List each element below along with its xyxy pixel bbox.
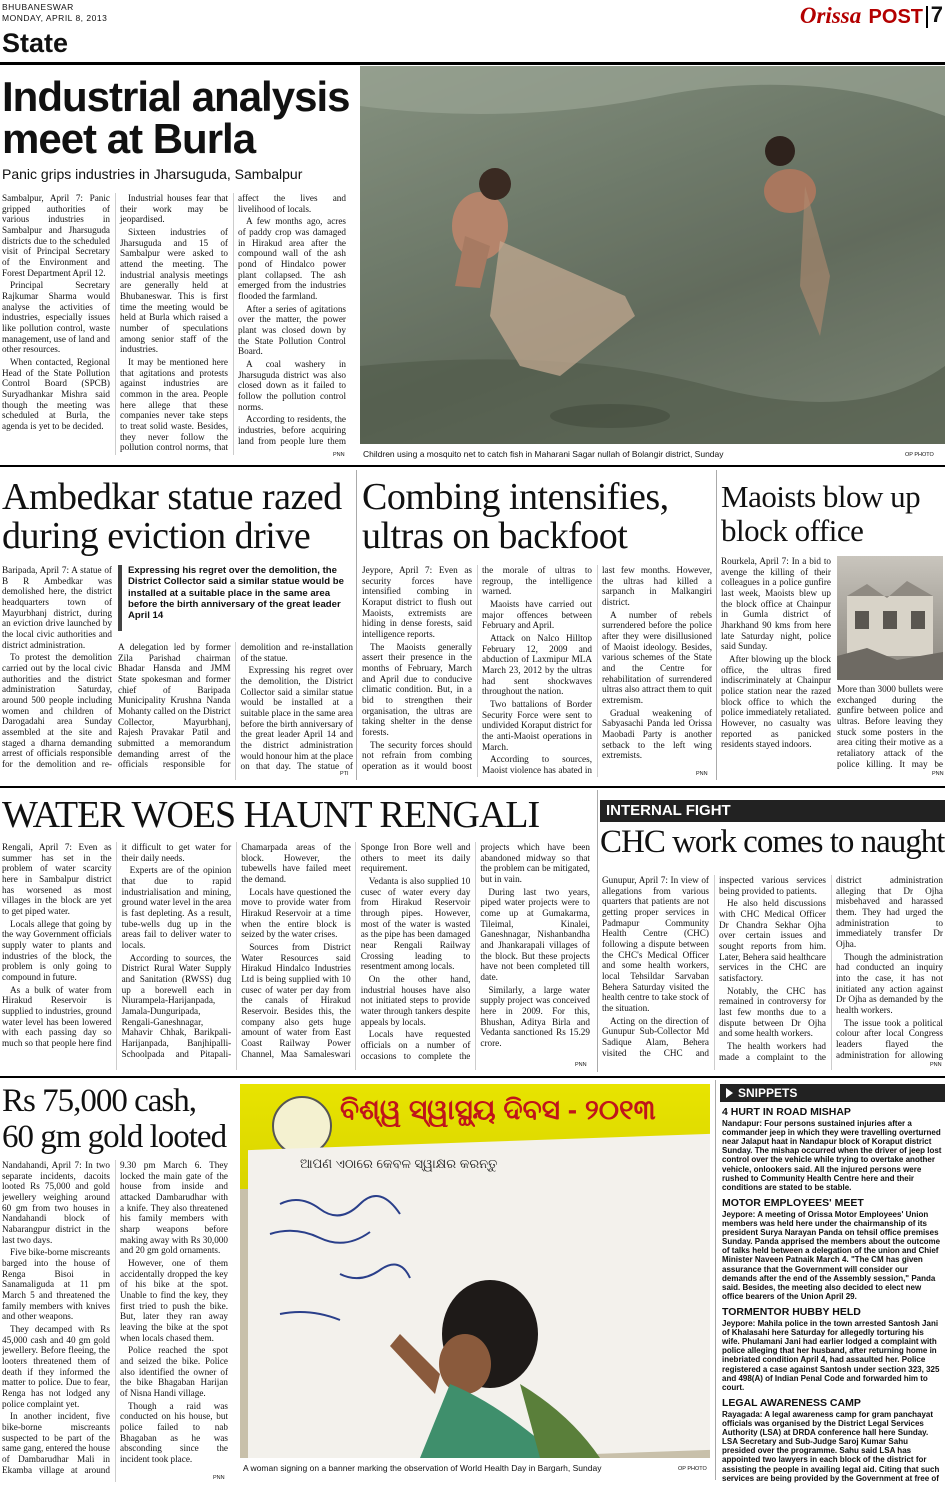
burla-p8: After a series of agitations over the matter, the power plant was closed down by the State Pollution Control Board. (238, 303, 346, 357)
chc-kicker: INTERNAL FIGHT (600, 800, 945, 822)
ambedkar-credit: PTI (340, 771, 349, 777)
combing-p4: Maoists have carried out major offences between February and April. (482, 599, 592, 631)
maoists-headline-line2: block office (721, 513, 864, 549)
ambedkar-p4: Expressing his regret over the demolition, the District Collector said a similar statue would be installed at a suitable place in the same area before the birth anniversary of the great leader April 14 and the district administration would honour him at the place on that day. The statue of (240, 665, 353, 772)
burla-p6: It may be mentioned here that agitations and protests against industries are common in the area. People here allege that these companies never take steps to treat solid waste. Besides, they never follow the pollution control norms, that affect the lives and livelihood of locals. (120, 193, 346, 453)
page-number: 7 (930, 2, 943, 27)
combing-headline-line1: Combing intensifies, (362, 478, 669, 518)
rengali-p10: Locals have requested officials on a number of occasions to complete the projects which have been abandoned midway so that the problem can be mitigated, but in vain. (360, 842, 590, 1061)
maoists-body-left (721, 556, 831, 780)
burla-p7: A few months ago, acres of paddy crop was damaged in Hirakud area after the compound wall of the ash pond of Hindalco power plant collapsed. The ash emerged from the industries flooded the farmland. (238, 216, 346, 302)
snippet-head: LEGAL AWARENESS CAMP (722, 1396, 861, 1409)
maoists-p1: Rourkela, April 7: In a bid to avenge the killing of their colleagues in a police gunfire last week, Maoists blew up the block office at Chainpur in Gumla district of Jharkhand 90 kms from here late Saturday night, police said Sunday. (721, 556, 831, 652)
cash-p1: Nandahandi, April 7: In two separate incidents, dacoits looted Rs 75,000 and gold jewellery weighing around 60 gm from two houses in Nandahandi block of Nabarangpur district in the last two days. (2, 1160, 110, 1245)
combing-headline (362, 478, 712, 556)
rengali-body (2, 842, 590, 1070)
burla-p9: A coal washery in Jharsuguda district was also closed down as it failed to follow the pollution control norms. (238, 359, 346, 412)
children-fishing-illustration (360, 66, 945, 444)
combing-p1: Jeypore, April 7: Even as security forces have intensified combing in Koraput district to flush out Maoists, extremists are hiding in dense forests, said intelligence reports. (362, 565, 472, 640)
banner-subtitle: ଆପଣ ଏଠାରେ କେବଳ ସ୍ୱାକ୍ଷର କରନ୍ତୁ (300, 1156, 498, 1171)
divider-row2 (0, 786, 945, 788)
cash-p5: However, one of them accidentally dropped the key of his bike at the spot. Unable to find the key, they first tried to push the bike. But, later they ran away leaving the bike at the spot when locals chased them. (120, 1258, 228, 1343)
block-office-illustration (837, 556, 943, 680)
snippet-item (722, 1106, 943, 1192)
ambedkar-headline-line2: during eviction drive (2, 514, 311, 556)
combing-p6: Two battalions of Border Security Force were sent to undivided Koraput district for the anti-Maoist operations in March. (482, 699, 592, 752)
photo1-caption: Children using a mosquito net to catch fish in Maharani Sagar nullah of Bolangir district, Sunday (363, 449, 724, 459)
snippet-item (722, 1397, 943, 1484)
rengali-p3: As a bulk of water from Hirakud Reservoir is supplied to industries, ground water level has been lowered with each passing day so much so that people here find it difficult to get water for their daily needs. (2, 842, 232, 1049)
divider-row1 (0, 465, 945, 467)
cash-headline-line1: Rs 75,000 cash, (2, 1084, 196, 1119)
signing-woman-illustration (240, 1084, 710, 1458)
ambedkar-p3: A delegation led by former Zila Parishad chairman Bhadar Hansda and JMM State spokesman and former chief of Baripada Municipality Krushna Nanda Mohanty called on the District Collector, Mayurbhanj, Rajesh Pravakar Patil and submitted a memorandum demanding arrest of the officials responsible for demolition and re-installation of the statue. (118, 642, 353, 770)
rengali-p2: Locals allege that going by the way Government officials supply water to plants and industries of the block, the problem is only going to compound in future. (2, 918, 112, 983)
chc-headline: CHC work comes to naught (600, 826, 945, 859)
burla-headline (2, 76, 354, 160)
divider-combing-maoists (716, 470, 717, 780)
chc-p7: The issue took a political colour after local Congress leaders flayed the administration for allowing (836, 1017, 943, 1060)
combing-p9: Gradual weakening of Sabyasachi Panda led Orissa Maobadi Party is another setback to the left wing extremists. (602, 707, 712, 761)
ambedkar-p2: To protest the demolition carried out by the local civic authorities and the district administration Saturday, around 500 people including women and children of Darogadahi area Sunday assembled at the site and staged a dharna demanding arrest of officials responsible for the demolition and re- (2, 652, 112, 770)
rengali-p7: Sources from District Water Resources said Hirakud Hindalco Industries Ltd is being supplied with 10 cusec of water per day from the canals of Hirakud Reservoir. Besides this, the company also gets huge amount of water from East Coast Railway Power Channel, Maa Samaleswari Sponge Iron Bore well and others to meet its daily requirement. (241, 842, 471, 1059)
cash-p3: They decamped with Rs 45,000 cash and 40 gm gold jewellery. Before fleeing, the looters threatened them of death if they informed the matter to police. Due to fear, Renga has not lodged any police complaint yet. (2, 1324, 110, 1409)
snippet-head: MOTOR EMPLOYEES' MEET (722, 1196, 864, 1209)
rengali-p8: Vedanta is also supplied 10 cusec of water every day from Hirakud Reservoir through pipes. However, most of the water is wasted as the pipe has been damaged near Rengali Railway Crossing leading to resentment among locals. (360, 876, 471, 972)
chc-credit: PNN (930, 1062, 942, 1068)
ambedkar-headline-line1: Ambedkar statue razed (2, 478, 342, 518)
rengali-p6: Locals have questioned the move to provide water from Hirakud Reservoir at a time when the entire block is seized by the water crises. (241, 886, 351, 940)
divider-ambedkar-combing (356, 470, 357, 780)
maoists-body-right (837, 684, 943, 780)
maoists-headline (721, 480, 943, 548)
burla-p1: Sambalpur, April 7: Panic gripped authorities of various industries in Sambalpur and Jharsuguda districts due to the scheduled visit of Principal Secretary of the Environment and Forest Department April 12. (2, 193, 110, 278)
maoists-credit: PNN (932, 771, 944, 777)
maoists-headline-line1: Maoists blow up (721, 480, 921, 514)
chc-p4: Notably, the CHC has remained in controversy for last few months due to a dispute between Dr Ojha and some health workers. (719, 985, 826, 1039)
burla-p3: When contacted, Regional Head of the State Pollution Control Board (SPCB) Suryadhankar Mishra said though the meeting was scheduled at Burla, the agenda is yet to be decided. (2, 357, 110, 432)
snippets-title: SNIPPETS (738, 1086, 798, 1100)
rengali-credit: PNN (575, 1062, 587, 1068)
combing-headline-line2: ultras on backfoot (362, 514, 628, 556)
masthead-separator (926, 6, 928, 28)
section-rule (0, 62, 945, 65)
snippet-head: TORMENTOR HUBBY HELD (722, 1305, 861, 1318)
combing-p8: A number of rebels surrendered before the police after they were disillusioned of Maoist ideology. Besides, various schemes of the State and the Centre for rehabilitation of surrendered ultras also attract them to quit extremism. (602, 609, 712, 706)
snippet-item (722, 1197, 943, 1301)
maoists-p3: More than 3000 bullets were exchanged during the gunfire between police and ultras. Before leaving they stuck some posters in the area citing their motive as a retaliatory attack of the police killing. It may be (837, 684, 943, 769)
combing-credit: PNN (696, 771, 708, 777)
snippets-list (722, 1106, 943, 1484)
children-fishing-photo (360, 66, 945, 444)
cash-headline-line2: 60 gm gold looted (2, 1118, 227, 1155)
ambedkar-p1: Baripada, April 7: A statue of B R Ambedkar was demolished here, the district headquarters town of Mayurbhanj district, during an eviction drive launched by the local civic authorities and district administration. (2, 565, 112, 650)
snippet-body: Rayagada: A legal awareness camp for gram panchayat officials was organised by the District Legal Services Authority (LSA) at DRDA conference hall here Sunday. LSA Secretary and Sub-Judge Saroj Kumar Sahu presided over the programme. Sahu said LSA has appointed two lawyers in each block of the district for assisting the people in availing legal aid. Citing that such services are being provided by the Government at free of (722, 1409, 940, 1483)
burla-p4: Industrial houses fear that their work may be jeopardised. (120, 193, 228, 225)
rengali-p1: Rengali, April 7: Even as summer has set in the problem of water scarcity here in Sambalpur district has worsened as most villages in the block are yet to get piped water. (2, 842, 112, 917)
snippet-item (722, 1306, 943, 1392)
cash-p6: Police reached the spot and seized the bike. Police also identified the owner of the bike Bhagaban Harijan of Nisna Handi village. (120, 1345, 228, 1399)
divider-rengali-chc (597, 790, 598, 1072)
masthead-city: BHUBANESWAR (2, 2, 74, 12)
burla-p10: According to residents, the industries, before acquiring land from people lure them (238, 414, 346, 446)
masthead-post: POST (868, 6, 923, 28)
combing-p3: The security forces should not refrain from combing operation as it would boost the morale of ultras to regroup, the intelligence warned. (362, 565, 592, 772)
ambedkar-headline (2, 478, 354, 556)
burla-body (2, 193, 346, 455)
banner-title: ବିଶ୍ୱ ସ୍ୱାସ୍ଥ୍ୟ ଦିବସ - ୨୦୧୩ (340, 1094, 656, 1125)
rengali-p11: During last two years, piped water projects were to come up at Gumakarma, Tileimal, Kinalei, Ganeshnagar, Nishanbandha and Jhankarapali villages of the block. But these projects have not been completed till date. (480, 886, 590, 983)
combing-p7: According to sources, Maoist violence has abated in last few months. However, the ultras had killed a sarpanch in Malkangiri district. (482, 565, 712, 776)
ambedkar-body-right (118, 642, 353, 780)
burla-p2: Principal Secretary Rajkumar Sharma would analyse the activities of industries, especially issues like pollution control, waste management, use of land and other resources. (2, 280, 110, 355)
burla-headline-line1: Industrial analysis (2, 76, 350, 120)
chc-p2: Acting on the direction of Gunupur Sub-Collector Md Sadique Alam, Behera visited the CHC and inspected various services being provided to patients. (602, 875, 826, 1058)
rengali-p5: According to sources, the District Rural Water Supply and Sanitation (RWSS) dug up a borewell each in Niurampela-Harijanpada, Jamala-Dunguripada, Rengali-Ganeshnagar, Mahavir Chhak, Barikpali-Harijanpada, Banjhipalli-Schoolpada and Pitapali-Chamarpada areas of the block. However, the tubewells have failed meet the demand. (121, 842, 351, 1059)
chc-p3: He also held discussions with CHC Medical Officer Dr Chandra Sekhar Ojha over certain issues and sought reports from him. Later, Behera said healthcare services in the CHC are satisfactory. (719, 898, 826, 984)
cash-p7: Though a raid was conducted on his house, but police failed to nab Bhagaban as he was absconding since the incident took place. (120, 1400, 228, 1465)
masthead-paper: Orissa (799, 3, 862, 28)
burla-p5: Sixteen industries of Jharsuguda and 15 of Sambalpur were asked to attend the meeting. The industrial analysis meetings are generally held at Bhubaneswar. This is first time the meeting would be held at Burla which raised a number of speculations among senior staff of the industries. (120, 227, 228, 355)
rengali-headline: WATER WOES HAUNT RENGALI (2, 796, 540, 834)
snippet-head: 4 HURT IN ROAD MISHAP (722, 1106, 851, 1118)
maoists-p2: After blowing up the block office, the ultras fired indiscriminately at Chainpur police station near the razed block office to which the police immediately retaliated. However, no casualty was reported as panicked residents stayed indoors. (721, 654, 831, 750)
snippets-arrow-icon (726, 1088, 733, 1098)
chc-body (602, 875, 943, 1070)
ambedkar-body-left (2, 565, 112, 780)
cash-headline (2, 1084, 234, 1155)
divider-row3 (0, 1076, 945, 1078)
burla-headline-line2: meet at Burla (2, 115, 256, 160)
rengali-p9: On the other hand, industrial houses have also not initiated steps to provide water through tankers despite appeals by locals. (360, 974, 471, 1027)
cash-p4: In another incident, five bike-borne miscreants suspected to be part of the same gang, entered the house of Dambarudhar Mali in Ekamba village at around 9.30 pm March 6. They locked the main gate of the house from inside and attacked Dambarudhar with a knife. They also threatened his family members with sharp weapons before making away with Rs 30,000 and 20 gm gold ornaments. (2, 1160, 228, 1475)
masthead-date: MONDAY, APRIL 8, 2013 (2, 13, 108, 23)
photo2-caption: A woman signing on a banner marking the observation of World Health Day in Bargarh, Sunday (243, 1463, 602, 1473)
cash-credit: PNN (213, 1475, 225, 1481)
world-health-day-photo (240, 1084, 710, 1458)
block-office-photo (837, 556, 943, 680)
combing-p5: Attack on Nalco Hilltop February 12, 2009 and abduction of Laxmipur MLA March 23, 2012 by the ultras had sent shockwaves throughout the nation. (482, 633, 592, 697)
chc-p5: The health workers had made a complaint to the district administration alleging that Dr Ojha misbehaved and harassed them. They had urged the administration to immediately transfer Dr Ojha. (719, 875, 943, 1062)
cash-body (2, 1160, 228, 1482)
photo2-credit: OP PHOTO (678, 1466, 707, 1472)
rengali-p12: Similarly, a large water supply project was conceived here in 2009. For this, Bhushan, Aditya Birla and Vedanta sanctioned Rs 15.29 crore. (480, 984, 590, 1049)
masthead-brand (800, 3, 923, 29)
combing-body (362, 565, 712, 777)
photo1-credit: OP PHOTO (905, 452, 934, 458)
chc-p6: Though the administration had conducted an inquiry into the case, it has not initiated any action against Dr Ojha as demanded by the health workers. (836, 951, 943, 1016)
divider-photo2-snippets (715, 1080, 716, 1480)
cash-p2: Five bike-borne miscreants barged into the house of Renga Bisoi in Sanamaliguda at 11 pm March 5 and threatened the family members with knives and other weapons. (2, 1247, 111, 1322)
snippet-body: Nandapur: Four persons sustained injuries after a commander jeep in which they were travelling overturned near Jalaput haat in Nandapur block of Koraput district Sunday. The mishap occurred when the driver of jeep lost control over the vehicle while trying to overtake another vehicle, onlookers said. All the injured persons were rushed to Community Health Centre here and their conditions are stated to be stable. (722, 1119, 942, 1192)
snippet-body: Jeypore: Mahila police in the town arrested Santosh Jani of Khalasahi here Saturday for allegedly torturing his wife. Phulamani Jani had earlier lodged a complaint with police alleging that her husband, after returning home in inebriated condition April 4, had assaulted her. Police registered a case against Santosh under section 323, 325 and 498(A) of Indian Penal Code and forwarded him to court. (722, 1318, 940, 1392)
combing-p2: The Maoists generally assert their presence in the months of February, March and April due to conducive climatic condition. But, in a bid to strengthen their organisation, the ultras are taking shelter in the dense forests. (362, 641, 472, 738)
ambedkar-pullquote: Expressing his regret over the demolition, the District Collector said a similar statue would be installed at a suitable place in the same area before the birth anniversary of the great leader April 14 (118, 565, 353, 631)
snippets-header (720, 1084, 945, 1102)
burla-credit: PNN (333, 452, 345, 458)
snippet-body: Jeypore: A meeting of Orissa Motor Employees' Union members was held here under the chairmanship of its president Surya Narayan Panda on tehsil office premises Sunday. Panda apprised the members about the outcome of talks held between a delegation of the union and Chief Minister Naveen Patnaik March 4. "The CM has given assurance that the Government will consider our demands after the end of the Assembly session," Panda said. Besides, the meeting also decided to elect new office bearers of the Union April 29. (722, 1209, 941, 1301)
chc-p1: Gunupur, April 7: In view of allegations from various quarters that patients are not getting proper services in Padmapur Community Health Centre (CHC) following a dispute between the CHC's Medical Officer and some health workers, local Tehsildar Sarvaban Behera Saturday visited the health centre to take stock of the situation. (602, 875, 709, 1014)
burla-subhead: Panic grips industries in Jharsuguda, Sambalpur (2, 166, 303, 182)
rengali-p4: Experts are of the opinion that due to rapid industrialisation and mining, ground water level in the area is fast depleting. As a result, tube-wells dug up in the areas fail to deliver water to locals. (121, 865, 232, 951)
section-title: State (2, 30, 69, 57)
